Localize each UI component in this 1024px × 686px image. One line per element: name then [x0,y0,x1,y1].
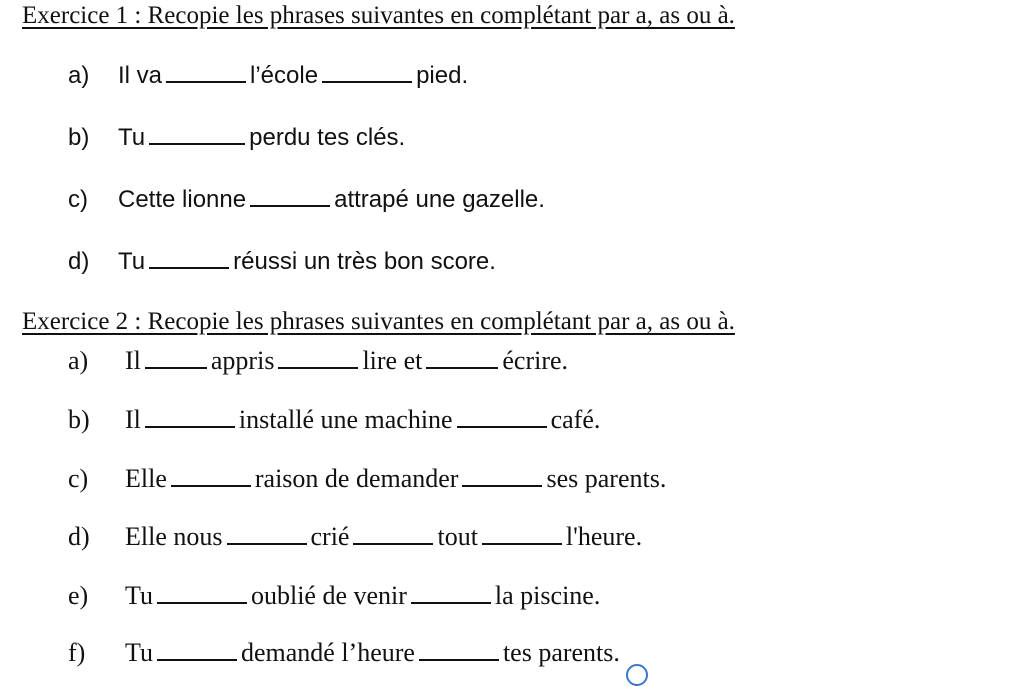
sentence-text: Tu [125,581,153,610]
item-letter: b) [68,124,90,151]
answer-blank[interactable] [353,542,433,545]
item-letter: b) [68,405,90,434]
exercise-2-item-e [68,581,600,611]
answer-blank[interactable] [157,601,247,604]
circle-cursor-icon [626,664,648,686]
exercise-1-item-d [68,248,496,276]
exercise-1-item-a [68,62,468,90]
sentence-text: Elle [125,464,167,493]
answer-blank[interactable] [149,142,245,145]
sentence-text: crié [310,522,350,551]
sentence-text: perdu tes clés. [249,124,406,151]
answer-blank[interactable] [419,658,499,661]
item-letter: a) [68,62,90,89]
exercise-2-item-f [68,638,620,668]
answer-blank[interactable] [166,80,246,83]
sentence-text: Il [125,405,141,434]
item-letter: f) [68,638,86,667]
sentence-text: ses parents. [546,464,667,493]
exercise-2-item-c [68,464,666,494]
sentence-text: l'heure. [565,522,643,551]
sentence-text: lire et [362,346,423,375]
sentence-text: café. [550,405,601,434]
answer-blank[interactable] [457,425,547,428]
item-letter: d) [68,522,90,551]
sentence-text: écrire. [502,346,569,375]
answer-blank[interactable] [426,366,498,369]
answer-blank[interactable] [171,484,251,487]
sentence-text: Cette lionne [118,186,247,213]
sentence-text: Tu [125,638,153,667]
answer-blank[interactable] [278,366,358,369]
sentence-text: demandé l’heure [240,638,415,667]
answer-blank[interactable] [145,366,207,369]
sentence-text: Il [125,346,141,375]
sentence-text: pied. [416,62,469,89]
sentence-text: Tu [118,124,146,151]
exercise-2-title: Exercice 2 : Recopie les phrases suivantes en complétant par a, as ou à. [22,308,735,335]
sentence-text: appris [210,346,275,375]
item-letter: e) [68,581,89,610]
answer-blank[interactable] [149,266,229,269]
sentence-text: Tu [118,248,146,275]
answer-blank[interactable] [145,425,235,428]
item-letter: c) [68,186,88,213]
sentence-text: oublié de venir [250,581,407,610]
answer-blank[interactable] [411,601,491,604]
answer-blank[interactable] [322,80,412,83]
sentence-text: installé une machine [238,405,453,434]
answer-blank[interactable] [250,204,330,207]
sentence-text: attrapé une gazelle. [334,186,545,213]
sentence-text: tout [437,522,478,551]
item-letter: d) [68,248,90,275]
sentence-text: Il va [118,62,163,89]
sentence-text: l’école [250,62,319,89]
exercise-1-item-c [68,186,545,214]
sentence-text: Elle nous [125,522,223,551]
item-letter: a) [68,346,89,375]
answer-blank[interactable] [482,542,562,545]
exercise-2-item-b [68,405,600,435]
item-letter: c) [68,464,89,493]
sentence-text: raison de demander [254,464,459,493]
exercise-1-item-b [68,124,405,152]
sentence-text: tes parents. [502,638,620,667]
answer-blank[interactable] [157,658,237,661]
exercise-1-title: Exercice 1 : Recopie les phrases suivantes en complétant par a, as ou à. [22,2,735,29]
answer-blank[interactable] [462,484,542,487]
sentence-text: réussi un très bon score. [233,248,496,275]
sentence-text: la piscine. [494,581,601,610]
exercise-2-item-d [68,522,642,552]
exercise-2-item-a [68,346,568,376]
answer-blank[interactable] [227,542,307,545]
